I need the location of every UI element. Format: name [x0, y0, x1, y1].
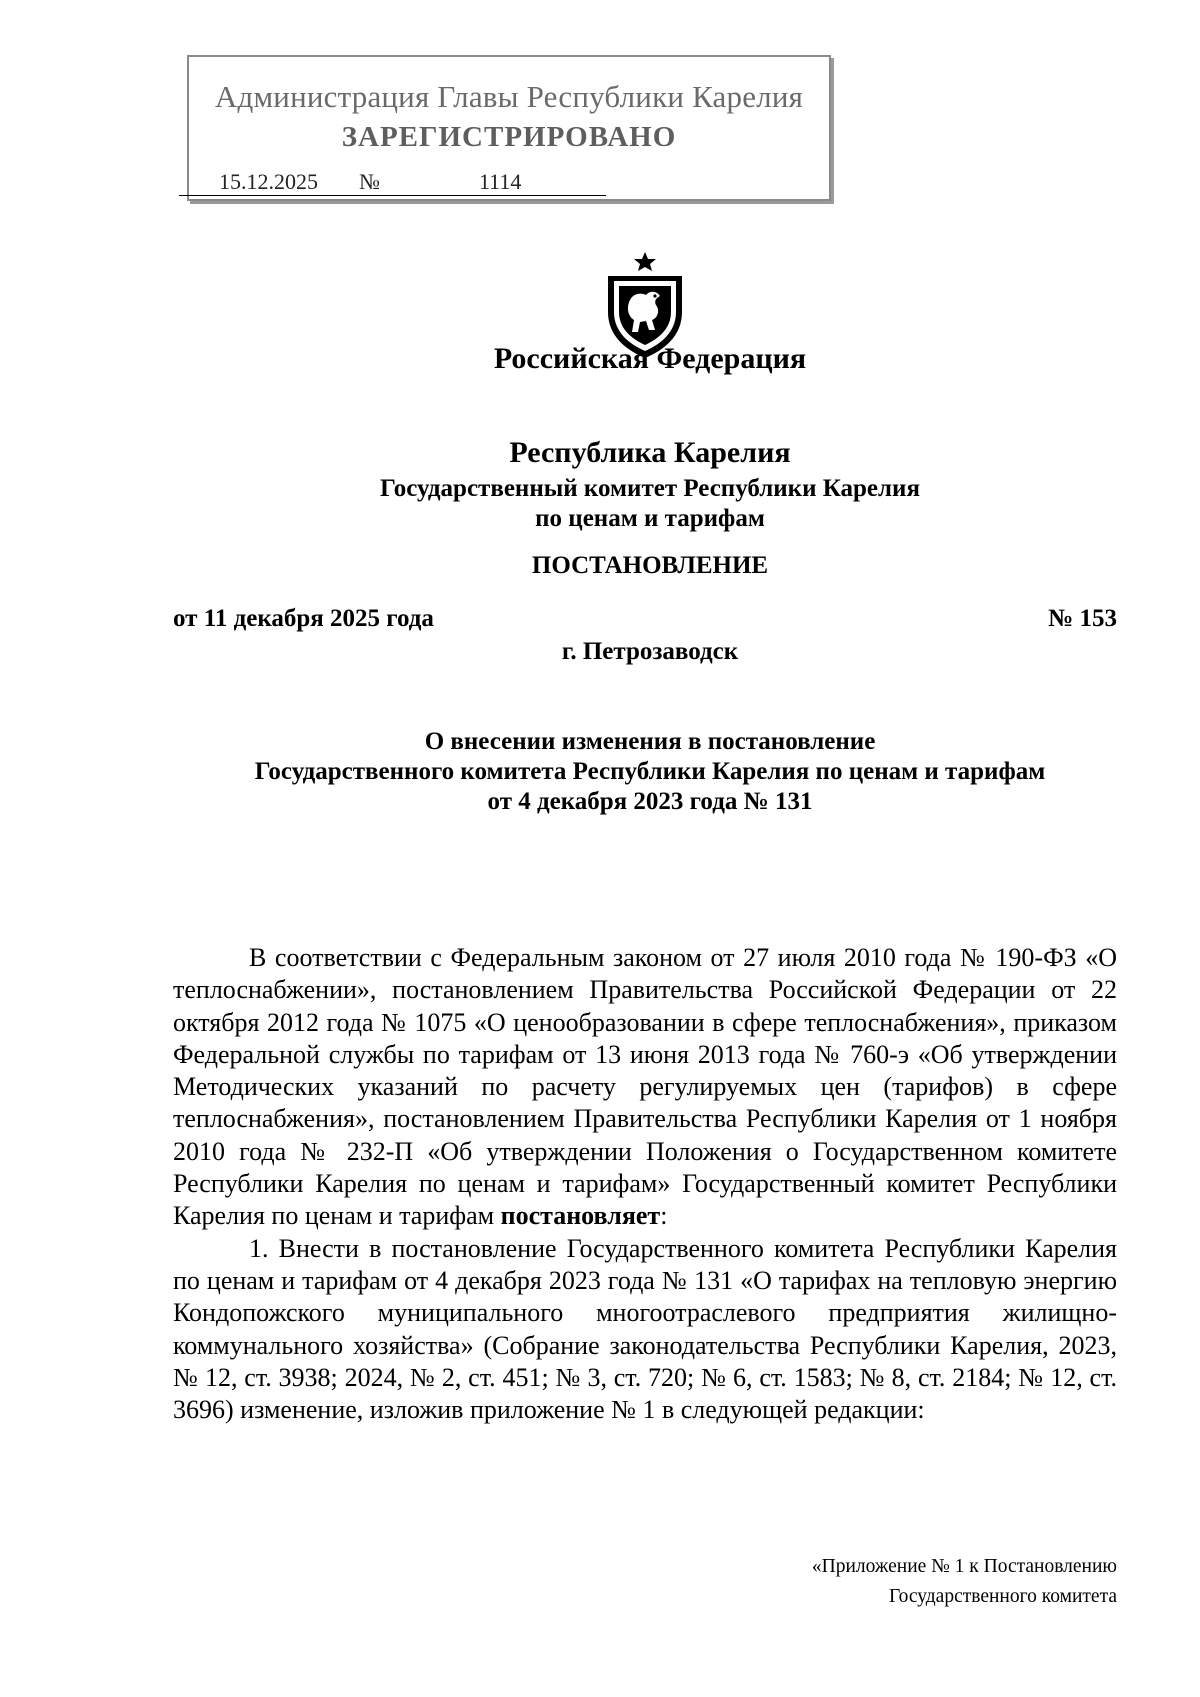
country-heading: Российская Федерация	[493, 342, 807, 375]
annex-line2: Государственного комитета	[889, 1586, 1117, 1607]
city: г. Петрозаводск	[561, 638, 739, 665]
paragraph-1-end: :	[660, 1201, 668, 1231]
stamp-number: 1114	[479, 169, 522, 194]
title-line1: О внесении изменения в постановление	[424, 728, 876, 755]
document-date: от 11 декабря 2025 года	[173, 605, 434, 632]
stamp-number-sign: №	[359, 169, 380, 194]
document-body	[173, 942, 1117, 1426]
region-heading: Республика Карелия	[509, 436, 791, 469]
document-type: ПОСТАНОВЛЕНИЕ	[531, 552, 769, 579]
body-paragraph-1	[173, 942, 1117, 1233]
stamp-status: ЗАРЕГИСТРИРОВАНО	[341, 121, 677, 153]
paragraph-1-text: В соответствии с Федеральным законом от 27 июля 2010 года № 190-ФЗ «О теплоснабжении», постановлением Правительства Российской Федерации от 22 октября 2012 года № 1075 «О ценообразовании в сфере теплоснабжения», приказом Федеральной службы по тарифам от 13 июня 2013 года № 760-э «Об утверждении Методических указаний по расчету регулируемых цен (тарифов) в сфере теплоснабжения», постановлением Правительства Республики Карелия от 1 ноября 2010 года № 232-П «Об утверждении Положения о Государственном комитете Республики Карелия по ценам и тарифам» Государственный комитет Республики Карелия по ценам и тарифам	[173, 943, 1117, 1231]
stamp-organization: Администрация Главы Республики Карелия	[214, 79, 804, 114]
agency-heading-line2: по ценам и тарифам	[535, 505, 765, 532]
stamp-date: 15.12.2025	[219, 169, 318, 194]
title-line3: от 4 декабря 2023 года № 131	[487, 788, 813, 815]
body-paragraph-2: 1. Внести в постановление Государственного комитета Республики Карелия по ценам и тарифам от 4 декабря 2023 года № 131 «О тарифах на тепловую энергию Кондопожского муниципального многоотраслевого предприятия жилищно-коммунального хозяйства» (Собрание законодательства Республики Карелия, 2023, № 12, ст. 3938; 2024, № 2, ст. 451; № 3, ст. 720; № 6, ст. 1583; № 8, ст. 2184; № 12, ст. 3696) изменение, изложив приложение № 1 в следующей редакции:	[173, 1233, 1117, 1425]
paragraph-1-emphasis: постановляет	[500, 1201, 661, 1231]
agency-heading-line1: Государственный комитет Республики Карелия	[380, 475, 920, 502]
annex-line1: «Приложение № 1 к Постановлению	[811, 1556, 1117, 1577]
title-line2: Государственного комитета Республики Карелия по ценам и тарифам	[254, 758, 1046, 785]
stamp-underline	[179, 195, 606, 196]
registration-stamp	[187, 55, 831, 201]
annex-reference	[812, 1552, 1117, 1612]
document-number: № 153	[1048, 605, 1117, 632]
